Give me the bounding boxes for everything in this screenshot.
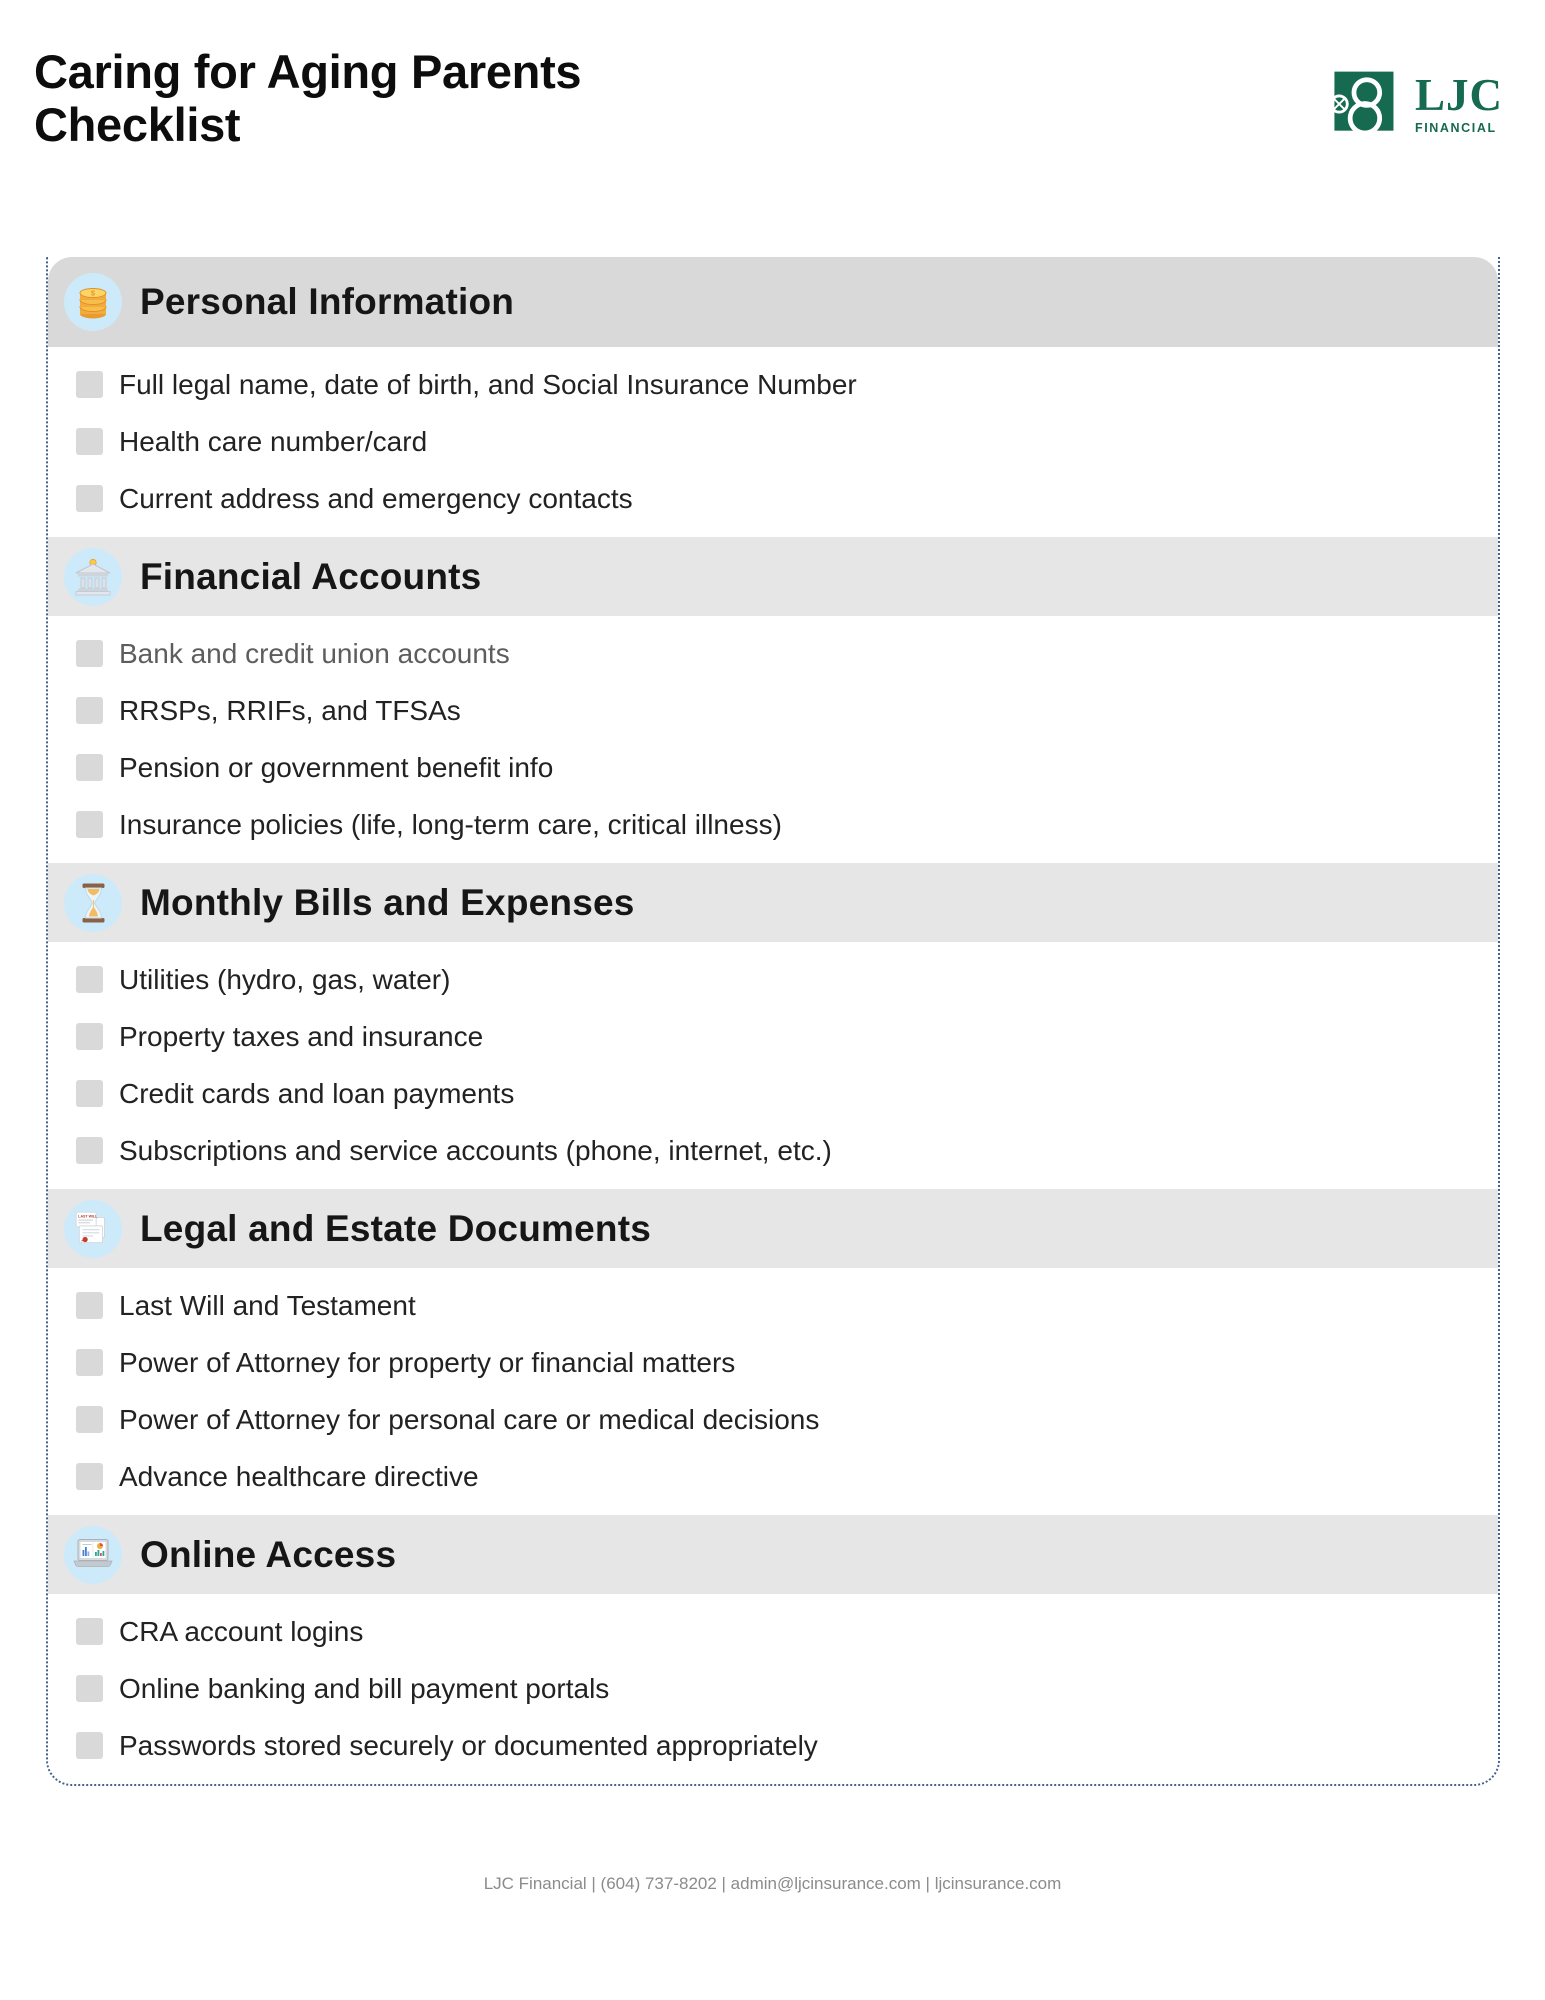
checklist-item xyxy=(76,470,1478,527)
checkbox[interactable] xyxy=(76,966,103,993)
section-financial-accounts xyxy=(48,537,1498,863)
section-title: Financial Accounts xyxy=(140,555,482,597)
checklist-item xyxy=(76,625,1478,682)
svg-text:$: $ xyxy=(90,288,96,298)
section-icon-circle xyxy=(64,548,122,606)
section-online-access xyxy=(48,1515,1498,1784)
item-label: Advance healthcare directive xyxy=(119,1460,479,1492)
checklist-item xyxy=(76,739,1478,796)
svg-text:LAST WILL: LAST WILL xyxy=(78,1214,98,1219)
checkbox[interactable] xyxy=(76,1732,103,1759)
item-label: Online banking and bill payment portals xyxy=(119,1672,610,1704)
item-label: Power of Attorney for personal care or medical decisions xyxy=(119,1403,820,1435)
checkbox[interactable] xyxy=(76,697,103,724)
checkbox[interactable] xyxy=(76,1080,103,1107)
section-header-legal-estate xyxy=(48,1189,1498,1268)
checkbox[interactable] xyxy=(76,371,103,398)
document-header xyxy=(0,0,1545,151)
section-title: Monthly Bills and Expenses xyxy=(140,881,635,923)
section-personal-information xyxy=(48,257,1498,537)
checkbox[interactable] xyxy=(76,1137,103,1164)
coins-icon xyxy=(73,282,113,322)
item-label: Power of Attorney for property or financial matters xyxy=(119,1346,736,1378)
checklist-item xyxy=(76,413,1478,470)
section-items xyxy=(48,616,1498,863)
item-label: Insurance policies (life, long-term care, critical illness) xyxy=(119,808,782,840)
item-label: Full legal name, date of birth, and Social Insurance Number xyxy=(119,368,857,400)
page-title: Caring for Aging Parents Checklist xyxy=(34,45,582,151)
checkbox[interactable] xyxy=(76,1292,103,1319)
checklist-item xyxy=(76,1065,1478,1122)
checklist-item xyxy=(76,356,1478,413)
logo-text-block xyxy=(1414,70,1503,135)
section-header-monthly-bills xyxy=(48,863,1498,942)
item-label: Last Will and Testament xyxy=(119,1289,416,1321)
item-label: Pension or government benefit info xyxy=(119,751,554,783)
checklist-item xyxy=(76,1277,1478,1334)
checkbox[interactable] xyxy=(76,1675,103,1702)
checklist-item xyxy=(76,1008,1478,1065)
checkbox[interactable] xyxy=(76,811,103,838)
section-title: Online Access xyxy=(140,1533,397,1575)
item-label: Bank and credit union accounts xyxy=(119,637,510,669)
item-label: Utilities (hydro, gas, water) xyxy=(119,963,451,995)
checkbox[interactable] xyxy=(76,1349,103,1376)
hourglass-icon xyxy=(77,882,110,924)
item-label: CRA account logins xyxy=(119,1615,364,1647)
company-logo xyxy=(1323,62,1503,146)
checklist-item xyxy=(76,1660,1478,1717)
section-items xyxy=(48,347,1498,537)
item-label: Credit cards and loan payments xyxy=(119,1077,515,1109)
section-header-financial-accounts xyxy=(48,537,1498,616)
checkbox[interactable] xyxy=(76,1463,103,1490)
section-title: Legal and Estate Documents xyxy=(140,1207,651,1249)
checkbox[interactable] xyxy=(76,428,103,455)
checkbox[interactable] xyxy=(76,1406,103,1433)
checklist-item xyxy=(76,1122,1478,1179)
section-icon-circle xyxy=(64,273,122,331)
item-label: Subscriptions and service accounts (phone, internet, etc.) xyxy=(119,1134,832,1166)
bank-icon xyxy=(73,557,113,597)
celtic-knot-emblem-icon xyxy=(1323,62,1403,146)
section-items xyxy=(48,1594,1498,1784)
section-header-online-access xyxy=(48,1515,1498,1594)
checkbox[interactable] xyxy=(76,1023,103,1050)
section-monthly-bills xyxy=(48,863,1498,1189)
item-label: Current address and emergency contacts xyxy=(119,482,633,514)
checkbox[interactable] xyxy=(76,485,103,512)
checkbox[interactable] xyxy=(76,1618,103,1645)
section-title: Personal Information xyxy=(140,281,515,323)
checklist-item xyxy=(76,1717,1478,1774)
logo-subtitle: FINANCIAL xyxy=(1414,121,1497,135)
checklist-item xyxy=(76,1334,1478,1391)
checklist-item xyxy=(76,1391,1478,1448)
checklist-item xyxy=(76,796,1478,853)
section-icon-circle xyxy=(64,874,122,932)
will-document-icon xyxy=(72,1208,114,1250)
logo-name: LJC xyxy=(1414,70,1503,120)
checklist-item xyxy=(76,1448,1478,1505)
footer-contact-info: LJC Financial | (604) 737-8202 | admin@ljcinsurance.com | ljcinsurance.com xyxy=(483,1874,1062,1894)
checklist-item xyxy=(76,951,1478,1008)
item-label: Health care number/card xyxy=(119,425,428,457)
section-items xyxy=(48,1268,1498,1515)
checkbox[interactable] xyxy=(76,640,103,667)
checkbox[interactable] xyxy=(76,754,103,781)
laptop-charts-icon xyxy=(70,1538,116,1572)
section-legal-estate xyxy=(48,1189,1498,1515)
item-label: Property taxes and insurance xyxy=(119,1020,484,1052)
section-items xyxy=(48,942,1498,1189)
section-header-personal-information xyxy=(48,257,1498,347)
checklist-item xyxy=(76,682,1478,739)
section-icon-circle xyxy=(64,1200,122,1258)
item-label: RRSPs, RRIFs, and TFSAs xyxy=(119,694,461,726)
checklist-container xyxy=(46,257,1500,1786)
section-icon-circle xyxy=(64,1526,122,1584)
checklist-item xyxy=(76,1603,1478,1660)
item-label: Passwords stored securely or documented appropriately xyxy=(119,1729,818,1761)
